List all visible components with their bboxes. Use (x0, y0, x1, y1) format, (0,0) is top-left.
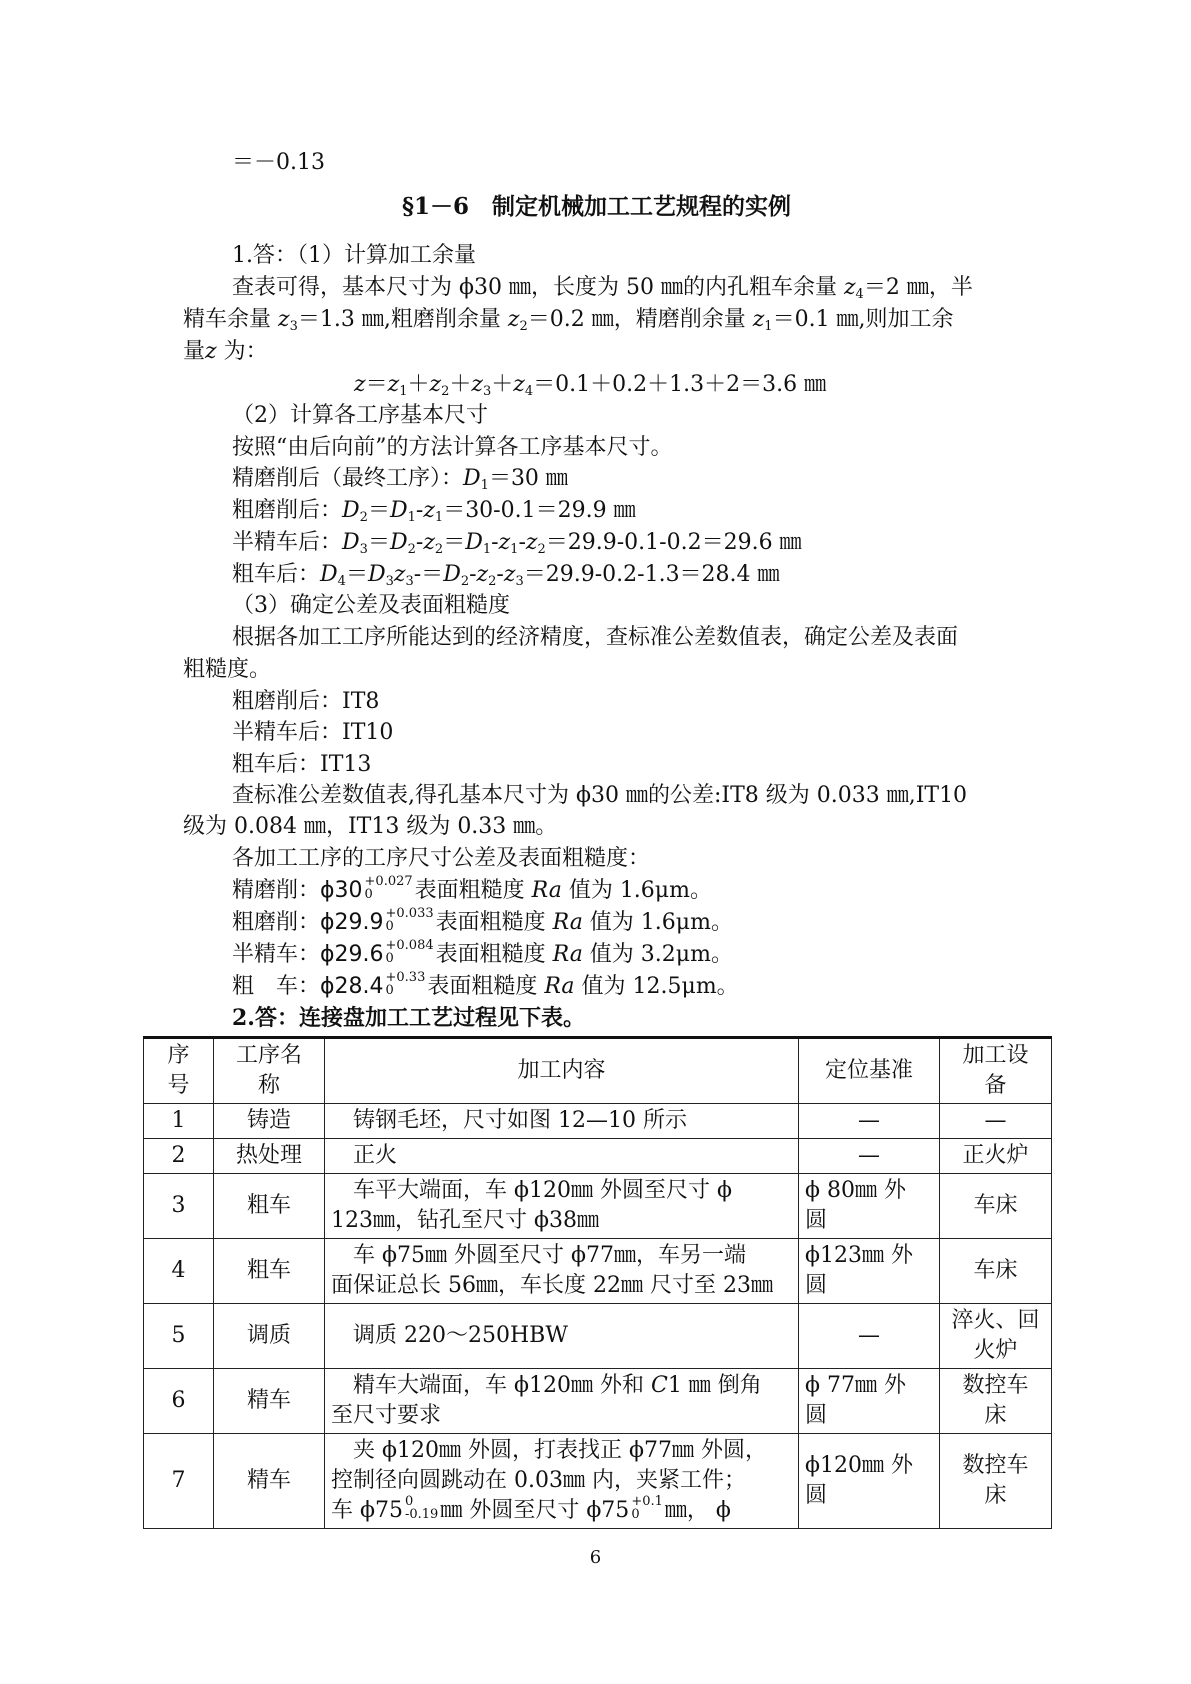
cell-datum: ϕ123㎜ 外 圆 (799, 1239, 940, 1304)
tolerance-line (232, 972, 739, 1002)
text-run: 表面粗糙度 (435, 942, 553, 967)
variable-z: z (429, 372, 442, 397)
dimension: ϕ30 (320, 878, 363, 903)
header-content: 加工内容 (325, 1038, 799, 1104)
para-line: 按照“由后向前”的方法计算各工序基本尺寸。 (232, 435, 673, 460)
subscript: 3 (515, 574, 524, 589)
text-run: ＝29.9-0.2-1.3＝28.4 ㎜ (523, 562, 780, 587)
text-run: 为： (216, 339, 268, 364)
cell-equipment: 车床 (940, 1239, 1052, 1304)
table-row (144, 1139, 1052, 1174)
op-label: 粗磨削： (232, 910, 321, 935)
cell-seq: 2 (144, 1139, 214, 1174)
subscript: 1 (764, 319, 773, 334)
step-heading: （2）计算各工序基本尺寸 (232, 403, 488, 428)
text-run: 值为 12.5μm。 (574, 974, 739, 999)
table-row (144, 1369, 1052, 1434)
subscript: 3 (359, 542, 368, 557)
para-line: 查标准公差数值表,得孔基本尺寸为 ϕ30 ㎜的公差:IT8 级为 0.033 ㎜,IT10 (232, 783, 968, 808)
cell-seq: 6 (144, 1369, 214, 1434)
ra-symbol: Ra (552, 910, 583, 935)
subscript: 2 (519, 319, 528, 334)
it-grade-line: 粗车后：IT13 (232, 752, 372, 777)
variable-d: D (342, 530, 360, 555)
para-line: 根据各加工工序所能达到的经济精度，查标准公差数值表，确定公差及表面 (232, 625, 959, 650)
calc-line: 粗磨削后：$D_2=D_1-z_1=30-0.1=29.9$ ㎜ (232, 498, 636, 525)
variable-z: z (471, 372, 483, 397)
lower-deviation: 0 (385, 951, 394, 966)
subscript: 1 (407, 510, 416, 525)
lower-deviation: 0 (385, 919, 394, 934)
para-line: 各加工工序的工序尺寸公差及表面粗糙度： (232, 846, 651, 871)
text-run: 粗磨削后： (232, 498, 343, 523)
cell-content: 调质 220～250HBW (325, 1304, 799, 1369)
q2-heading: 2.答：连接盘加工工艺过程见下表。 (232, 1005, 585, 1031)
text-run: 值为 1.6μm。 (561, 878, 712, 903)
cell-content: 夹 ϕ120㎜ 外圆，打表找正 ϕ77㎜ 外圆， 控制径向圆跳动在 0.03㎜ 内，夹紧工件； 车 ϕ75 0 -0.19 ㎜ 外圆至尺寸 ϕ75 +0.1 0 ㎜， ϕ (325, 1434, 799, 1529)
cell-datum: — (799, 1104, 940, 1139)
calc-line: 半精车后：$D_3=D_2-z_2=D_1-z_1-z_2=29.9-0.1-0.2=29.6$ ㎜ (232, 530, 802, 557)
cell-seq: 4 (144, 1239, 214, 1304)
tolerance-line (232, 876, 712, 906)
cell-content: 车 ϕ75㎜ 外圆至尺寸 ϕ77㎜，车另一端 面保证总长 56㎜，车长度 22㎜ 尺寸至 23㎜ (325, 1239, 799, 1304)
subscript: 1 (482, 542, 492, 557)
cell-datum: ϕ 77㎜ 外 圆 (799, 1369, 940, 1434)
subscript: 2 (407, 542, 416, 557)
lower-deviation: 0 (385, 983, 394, 998)
step-heading: （3）确定公差及表面粗糙度 (232, 593, 510, 618)
table-row (144, 1304, 1052, 1369)
dimension: ϕ28.4 (320, 974, 384, 999)
variable-d: D (443, 562, 461, 587)
cell-content: 精车大端面，车 ϕ120㎜ 外和 C1 ㎜ 倒角 至尺寸要求 (325, 1369, 799, 1434)
variable-z: z (278, 307, 290, 332)
variable-z: z (354, 372, 366, 397)
subscript: 4 (337, 574, 346, 589)
lower-deviation: 0 (364, 887, 373, 902)
variable-d: D (367, 562, 386, 587)
table-row (144, 1239, 1052, 1304)
cell-seq: 3 (144, 1174, 214, 1239)
text-run: 表面粗糙度 (435, 910, 553, 935)
table-header-row (144, 1038, 1052, 1104)
upper-deviation: +0.33 (385, 970, 426, 985)
cell-equipment: 数控车 床 (940, 1434, 1052, 1529)
table-row (144, 1174, 1052, 1239)
para-line (183, 337, 268, 367)
variable-z: z (507, 307, 520, 332)
upper-deviation: +0.027 (364, 874, 413, 889)
tolerance-stack (386, 907, 434, 933)
q1-heading: 1.答：（1）计算加工余量 (232, 243, 476, 268)
cell-op-name: 热处理 (214, 1139, 325, 1174)
variable-z: z (752, 307, 765, 332)
formula: $z=z_1+z_2+z_3+z_4=0.1+0.2+1.3+2=3.6$ ㎜ (354, 372, 827, 399)
section-title: §1－6 制定机械加工工艺规程的实例 (402, 193, 792, 220)
subscript: 2 (441, 384, 450, 399)
text-run: 值为 1.6μm。 (582, 910, 733, 935)
op-label: 半精车： (232, 942, 321, 967)
text-run: ＝0.1＋0.2＋1.3＋2＝3.6 ㎜ (533, 372, 827, 397)
header-datum: 定位基准 (799, 1038, 940, 1104)
subscript: 4 (524, 384, 534, 399)
cell-seq: 5 (144, 1304, 214, 1369)
cell-op-name: 粗车 (214, 1174, 325, 1239)
variable-z: z (525, 530, 538, 555)
dimension: ϕ29.6 (320, 942, 384, 967)
variable-d: D (342, 498, 360, 523)
text-run: 精磨削后（最终工序）： (232, 466, 464, 491)
variable-z: z (423, 530, 435, 555)
op-label: 粗 车： (232, 974, 321, 999)
subscript: 2 (537, 542, 546, 557)
table-row (144, 1104, 1052, 1139)
text-run: 表面粗糙度 (414, 878, 532, 903)
variable-z: z (205, 339, 217, 364)
cell-content: 车平大端面，车 ϕ120㎜ 外圆至尺寸 ϕ 123㎜，钻孔至尺寸 ϕ38㎜ (325, 1174, 799, 1239)
it-grade-line: 半精车后：IT10 (232, 720, 394, 745)
para-line: 粗糙度。 (183, 657, 272, 682)
ra-symbol: Ra (531, 878, 562, 903)
text-run: 量 (183, 339, 206, 364)
text-run: ＝1.3 ㎜,粗磨削余量 (297, 307, 508, 332)
variable-d: D (320, 562, 338, 587)
subscript: 2 (434, 542, 444, 557)
text-run: 查表可得，基本尺寸为 ϕ30 ㎜，长度为 50 ㎜的内孔粗车余量 (232, 275, 844, 300)
tolerance-stack (386, 971, 426, 997)
variable-d: D (465, 530, 483, 555)
tolerance-stack (365, 875, 413, 901)
cell-datum: — (799, 1304, 940, 1369)
cell-datum: ϕ120㎜ 外 圆 (799, 1434, 940, 1529)
tolerance-line (232, 940, 733, 970)
subscript: 2 (359, 510, 368, 525)
text-run: ＝30-0.1＝29.9 ㎜ (443, 498, 636, 523)
it-grade-line: 粗磨削后：IT8 (232, 689, 380, 714)
cell-op-name: 调质 (214, 1304, 325, 1369)
cell-datum: ϕ 80㎜ 外 圆 (799, 1174, 940, 1239)
text-run: 表面粗糙度 (427, 974, 545, 999)
cell-seq: 7 (144, 1434, 214, 1529)
subscript: 3 (405, 574, 414, 589)
header-op-name: 工序名 称 (214, 1038, 325, 1104)
cell-op-name: 精车 (214, 1369, 325, 1434)
subscript: 3 (289, 319, 298, 334)
subscript: 4 (855, 287, 864, 302)
dimension: ϕ29.9 (320, 910, 384, 935)
text-run: ＝30 ㎜ (488, 466, 568, 491)
upper-deviation: +0.033 (385, 906, 434, 921)
ra-symbol: Ra (552, 942, 583, 967)
text-run: ＝2 ㎜，半 (863, 275, 973, 300)
cell-equipment: 数控车 床 (940, 1369, 1052, 1434)
variable-d: D (389, 530, 408, 555)
variable-z: z (498, 530, 511, 555)
variable-z: z (423, 498, 435, 523)
para-line: 级为 0.084 ㎜，IT13 级为 0.33 ㎜。 (183, 814, 558, 839)
header-equipment: 加工设 备 (940, 1038, 1052, 1104)
variable-d: D (389, 498, 408, 523)
cell-equipment: 淬火、回 火炉 (940, 1304, 1052, 1369)
subscript: 3 (482, 384, 492, 399)
variable-z: z (843, 275, 856, 300)
equation-result-line: ＝－0.13 (232, 150, 325, 175)
tolerance-line (232, 908, 733, 938)
subscript: 1 (480, 478, 489, 493)
variable-d: D (463, 466, 481, 491)
cell-equipment: — (940, 1104, 1052, 1139)
ra-symbol: Ra (544, 974, 575, 999)
cell-datum: — (799, 1139, 940, 1174)
text-run: 值为 3.2μm。 (582, 942, 733, 967)
tolerance-stack (386, 939, 434, 965)
text-run: 半精车后： (232, 530, 343, 555)
subscript: 2 (460, 574, 470, 589)
cell-content: 铸钢毛坯，尺寸如图 12—10 所示 (325, 1104, 799, 1139)
cell-equipment: 车床 (940, 1174, 1052, 1239)
cell-op-name: 粗车 (214, 1239, 325, 1304)
subscript: 3 (385, 574, 394, 589)
variable-z: z (513, 372, 525, 397)
text-run: ＝0.2 ㎜，精磨削余量 (527, 307, 753, 332)
text-run: ＝29.9-0.1-0.2＝29.6 ㎜ (545, 530, 802, 555)
cell-op-name: 铸造 (214, 1104, 325, 1139)
table-row (144, 1434, 1052, 1529)
calc-line: 粗车后：$D_4=D_3z_3-=D_2-z_2-z_3=29.9-0.2-1.3=28.4$ ㎜ (232, 562, 780, 589)
variable-z: z (476, 562, 489, 587)
variable-z: z (503, 562, 516, 587)
subscript: 1 (510, 542, 519, 557)
para-line (183, 305, 954, 342)
subscript: 2 (488, 574, 497, 589)
subscript: 1 (399, 384, 408, 399)
variable-z: z (387, 372, 400, 397)
op-label: 精磨削： (232, 878, 321, 903)
page-number: 6 (589, 1547, 602, 1568)
cell-op-name: 精车 (214, 1434, 325, 1529)
process-table (143, 1036, 1052, 1529)
cell-seq: 1 (144, 1104, 214, 1139)
header-seq: 序 号 (144, 1038, 214, 1104)
cell-content: 正火 (325, 1139, 799, 1174)
text-run: 精车余量 (183, 307, 278, 332)
subscript: 1 (434, 510, 444, 525)
text-run: ＝0.1 ㎜,则加工余 (772, 307, 954, 332)
text-run: 粗车后： (232, 562, 321, 587)
upper-deviation: +0.084 (385, 938, 434, 953)
variable-z: z (393, 562, 406, 587)
cell-equipment: 正火炉 (940, 1139, 1052, 1174)
